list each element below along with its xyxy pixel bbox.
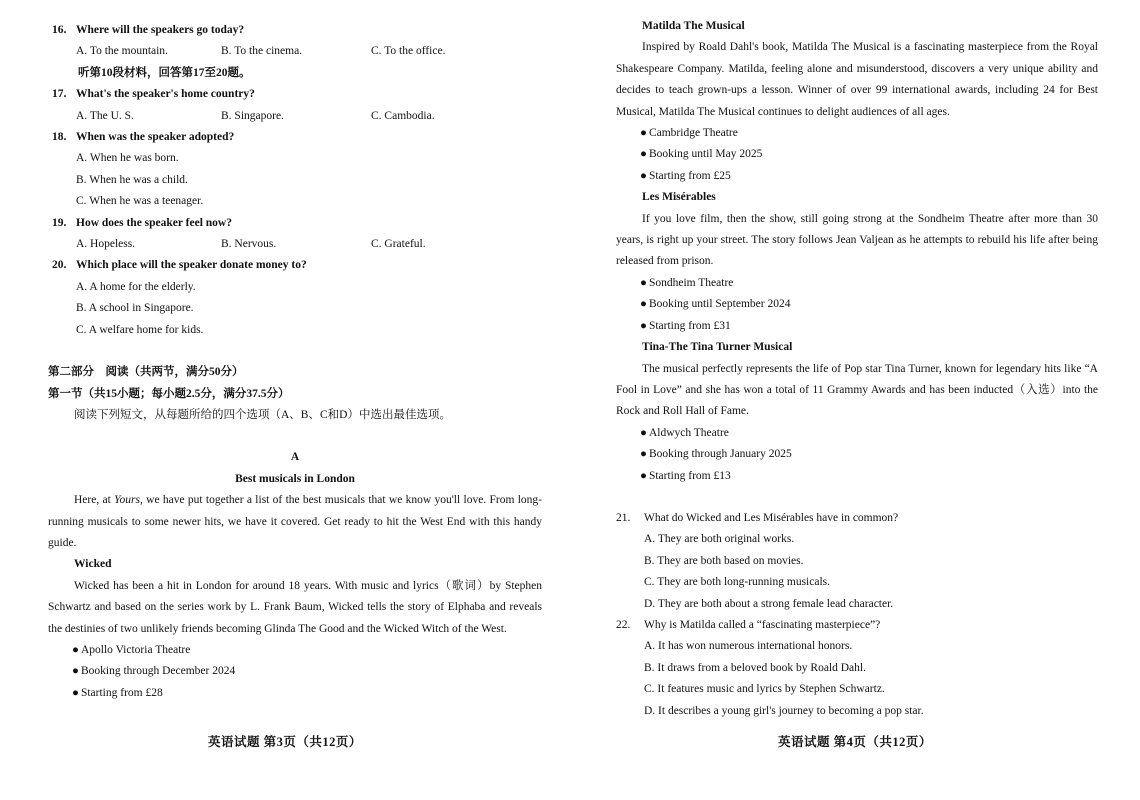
- right-column: [616, 16, 1098, 722]
- option-a: A. Hopeless.: [76, 238, 136, 251]
- listening-instruction: 听第10段材料，回答第17至20题。: [78, 66, 251, 79]
- spacer: [48, 426, 542, 447]
- option-b: B. It draws from a beloved book by Roald Dahl.: [644, 661, 866, 674]
- intro-paragraph: Here, at Yours, we have put together a list of the best musicals that we know you'll love. From long-running musicals to some newer hits, we have it covered. Get ready to hit the West End with this handy guide.: [48, 494, 542, 549]
- bullet-item: ● Starting from £31: [616, 316, 1098, 337]
- bullet-item: ● Booking until May 2025: [616, 144, 1098, 165]
- option-c: C. It features music and lyrics by Stephen Schwartz.: [644, 683, 885, 696]
- option-d: D. It describes a young girl's journey to becoming a pop star.: [644, 704, 924, 717]
- page-footer-right: 英语试题 第4页（共12页）: [778, 735, 932, 749]
- bullet-item: ● Booking through January 2025: [616, 444, 1098, 465]
- question-18: 18. When was the speaker adopted?: [52, 131, 235, 144]
- section-heading: 第一节（共15小题；每小题2.5分，满分37.5分）: [48, 387, 290, 400]
- question-19: 19. How does the speaker feel now?: [52, 216, 232, 229]
- option-a: A. To the mountain.: [76, 45, 168, 58]
- option-b: B. To the cinema.: [221, 45, 303, 58]
- matilda-title: Matilda The Musical: [642, 20, 745, 32]
- options-17: [48, 106, 542, 127]
- bullet-item: ● Starting from £28: [48, 683, 542, 704]
- les-miserables-title: Les Misérables: [642, 191, 716, 204]
- spacer: [616, 487, 1098, 508]
- bullet-item: ● Booking until September 2024: [616, 294, 1098, 315]
- option-a: A. When he was born.: [76, 152, 179, 165]
- bullet-item: ● Cambridge Theatre: [616, 123, 1098, 144]
- tina-paragraph: The musical perfectly represents the life of Pop star Tina Turner, known for legendary hits like “A Fool in Love” and she has won a total of 11 Grammy Awards and has been inducted（入选）into the Rock and Roll Hall of Fame.: [616, 362, 1098, 418]
- options-16: [48, 41, 542, 62]
- spacer: [48, 341, 542, 362]
- option-c: C. Cambodia.: [371, 109, 435, 122]
- page-footer-left: 英语试题 第3页（共12页）: [208, 735, 362, 749]
- option-a: A. A home for the elderly.: [76, 280, 196, 293]
- bullet-item: ● Booking through December 2024: [48, 661, 542, 682]
- question-17: 17. What's the speaker's home country?: [52, 88, 255, 101]
- option-c: C. When he was a teenager.: [76, 195, 204, 208]
- question-21: 21. What do Wicked and Les Misérables have in common?: [616, 511, 899, 524]
- question-number: 16.: [52, 24, 67, 36]
- les-miserables-paragraph: If you love film, then the show, still going strong at the Sondheim Theatre after more than 30 years, is right up your street. The story follows Jean Valjean as he attempts to rebuild his life after being released from prison.: [616, 212, 1098, 268]
- bullet-item: ● Aldwych Theatre: [616, 423, 1098, 444]
- options-19: [48, 234, 542, 255]
- directions: 阅读下列短文，从每题所给的四个选项（A、B、C和D）中选出最佳选项。: [74, 408, 451, 421]
- option-c: C. They are both long-running musicals.: [644, 576, 830, 589]
- passage-title: Best musicals in London: [235, 472, 355, 485]
- option-b: B. They are both based on movies.: [644, 554, 804, 567]
- option-a: A. They are both original works.: [644, 533, 795, 546]
- wicked-paragraph: Wicked has been a hit in London for around 18 years. With music and lyrics（歌词）by Stephen Schwartz and based on the series work by L. Frank Baum, Wicked tells the story of Elphaba and reveals the destinies of two unlikely friends becoming Glinda The Good and the Wicked Witch of the West.: [48, 579, 542, 635]
- bullet-item: ● Sondheim Theatre: [616, 273, 1098, 294]
- bullet-item: ● Starting from £13: [616, 466, 1098, 487]
- option-a: A. It has won numerous international honors.: [644, 640, 853, 653]
- question-16: [48, 20, 542, 41]
- matilda-paragraph: Inspired by Roald Dahl's book, Matilda The Musical is a fascinating masterpiece from the Royal Shakespeare Company. Matilda, feeling alone and misunderstood, discovers a very unique ability and decides to teach grown-ups a lesson. Winner of over 99 international awards, including 24 for Best Musical, Matilda The Musical continues to delight audiences of all ages.: [616, 41, 1098, 118]
- option-d: D. They are both about a strong female lead character.: [644, 597, 894, 610]
- part-heading: 第二部分 阅读（共两节，满分50分）: [48, 366, 244, 379]
- passage-label: A: [290, 451, 300, 464]
- question-22: 22. Why is Matilda called a “fascinating masterpiece”?: [616, 618, 881, 631]
- option-b: B. Singapore.: [221, 109, 284, 122]
- option-b: B. When he was a child.: [76, 173, 188, 186]
- question-20: 20. Which place will the speaker donate money to?: [52, 259, 307, 272]
- wicked-title: Wicked: [74, 558, 112, 571]
- option-b: B. A school in Singapore.: [76, 302, 194, 315]
- option-c: C. To the office.: [371, 45, 446, 58]
- tina-title: Tina-The Tina Turner Musical: [642, 341, 793, 354]
- bullet-item: ● Starting from £25: [616, 166, 1098, 187]
- question-text: Where will the speakers go today?: [76, 24, 245, 36]
- bullet-item: ● Apollo Victoria Theatre: [48, 640, 542, 661]
- option-b: B. Nervous.: [221, 238, 277, 251]
- left-column: [48, 20, 542, 704]
- option-c: C. A welfare home for kids.: [76, 323, 204, 336]
- option-a: A. The U. S.: [76, 109, 134, 122]
- option-c: C. Grateful.: [371, 238, 426, 251]
